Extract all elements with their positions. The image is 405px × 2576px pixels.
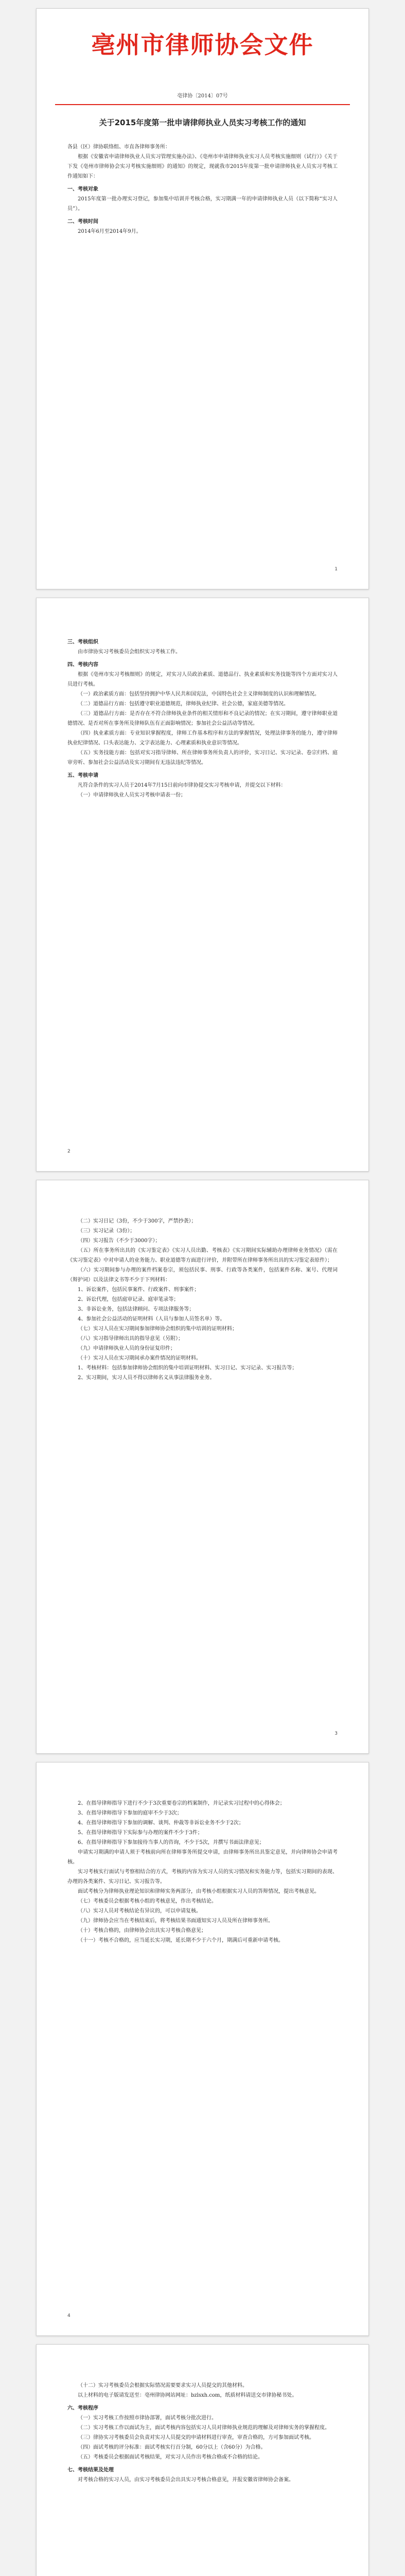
- section-body: 根据《亳州市实习考核细则》的规定，对实习人员政治素质、道德品行、执业素质和实务技能等四个方面对实习人员进行考核。: [67, 672, 338, 687]
- section-body: 凡符合条件的实习人员于2014年7月15日前向市律协提交实习考核申请，并提交以下材料：: [78, 783, 286, 788]
- list-item: 4、在指导律师指导下参加的调解、谈判、仲裁等非诉讼业务不少于2次；: [78, 1820, 244, 1826]
- list-item: 6、在指导律师指导下参加接待当事人的咨询，不少于5次，并撰写书面法律意见；: [78, 1840, 265, 1845]
- list-item: （三）道德品行方面：是否存在不符合律师执业条件的相关情形和不良记录的情况；在实习期间，遵守律师职业道德情况、是否对所在事务所及律师队伍有正面影响情况；参加社会公益活动等情况。: [67, 711, 338, 726]
- page-2: [36, 598, 369, 1172]
- page-3: [36, 1180, 369, 1754]
- list-item: 3、在指导律师指导下参加的庭审不少于3次；: [78, 1810, 182, 1816]
- list-item: 以上材料的电子版请发送至：亳州律协网站网址：bzlsxh.com，纸质材料请送交市律协秘书处。: [78, 2393, 297, 2398]
- list-item: 对考核合格的实习人员，由实习考核委员会出具实习考核合格意见，并报安徽省律师协会备案。: [78, 2477, 294, 2483]
- list-item: （三）实习记录（3份）；: [78, 1228, 135, 1234]
- list-item: 面试考核分为律师执业理论知识和律师实务两部分，由考核小组根据实习人员的答辩情况，提出考核意见。: [78, 1889, 320, 1894]
- section-heading: 七、考核结果及处理: [67, 2467, 114, 2473]
- list-item: 2、在指导律师指导下进行不少于3次重要卷宗的档案制作，并记录实习过程中的心得体会；: [78, 1801, 285, 1806]
- list-item: （十）考核合格的，由律师协会出具实习考核合格意见；: [78, 1928, 206, 1934]
- list-item: （四）实习报告（不少于3000字）；: [78, 1238, 161, 1244]
- page-number: 4: [67, 2313, 71, 2318]
- page-5: [36, 2344, 369, 2576]
- list-item: （十二）实习考核委员会根据实际情况需要要求实习人员提交的其他材料。: [78, 2383, 248, 2388]
- list-item: （一）申请律师执业人员实习考核申请表一份；: [78, 792, 186, 798]
- notice-title: 关于2015年度第一批申请律师执业人员实习考核工作的通知: [99, 118, 306, 127]
- list-item: （五）所在事务所出具的《实习鉴定表》《实习人员出勤、考核表》《实习期间实际辅助办理律师业务情况》（需在《实习鉴定表》中对申请人的业务能力、职业道德等方面进行评价，并附带所在律师事务所出具的实习鉴定表原件）；: [67, 1248, 338, 1263]
- list-item: （二）道德品行方面：包括遵守职业道德规范，律师执业纪律、社会公德，家庭美德等情况。: [78, 701, 289, 707]
- list-item: 2、实习期间，实习人员不得以律师名义从事法律服务业务。: [78, 1375, 215, 1381]
- list-item: （三）律协实习考核委员会负责对实习人员提交的申请材料进行审查，审查合格的，方可参加面试考核。: [78, 2435, 314, 2441]
- section-body: 2015年度第一批办理实习登记，参加集中培训并考核合格，实习期满一年的申请律师执业人员（以下简称“实习人员”）。: [67, 196, 338, 212]
- list-item: （二）实习日记（3份，不少于300字，严禁抄袭）；: [78, 1218, 197, 1224]
- page-number: 3: [334, 1731, 338, 1736]
- list-item: 实习考核实行面试与考察相结合的方式，考核的内容为实习人员的实习情况和实务能力等，包括实习期间的表现、办理的各类案件、实习日记、实习报告等。: [67, 1869, 338, 1885]
- list-item: （四）执业素质方面：专业知识掌握程度，律师工作基本程序和方法的掌握情况，处理法律事务的能力，遵守律师执业纪律情况、口头表达能力、文字表达能力、心理素质和执业意识等情况。: [67, 731, 338, 746]
- section-heading: 六、考核程序: [67, 2405, 98, 2411]
- page-number: 1: [334, 567, 338, 572]
- list-item: 申请实习期满的申请人须于考核前向所在律师事务所提交申请，由律师事务所出具鉴定意见，并向律师协会申请考核。: [67, 1850, 338, 1865]
- section-body: 由市律协实习考核委员会组织实习考核工作。: [78, 649, 181, 655]
- list-item: 4、参加社会公益活动的证明材料（人员与参加人员签名单）等。: [78, 1316, 225, 1322]
- doc-number: 亳律协〔2014〕07号: [177, 93, 228, 99]
- page-1: [36, 8, 369, 589]
- list-item: （四）面试考核的评分标准：面试考核实行百分制，60分以上（含60分）为合格。: [78, 2445, 266, 2450]
- list-item: （十）实习人员在实习期间承办案件情况的证明材料。: [78, 1355, 201, 1361]
- section-heading: 二、考核时间: [67, 219, 98, 225]
- intro-paragraph: 根据《安徽省申请律师执业人员实习管理实施办法》、《亳州市申请律师执业实习人员考核实施细则（试行）》《关于下发《亳州市律师协会实习考核实施细则》的通知》的规定，现就我市2015年度第一批申请律师执业人员实习考核工作通知如下：: [67, 154, 338, 179]
- list-item: （五）考核委员会根据面试考核结果，对实习人员作出考核合格或不合格的结论。: [78, 2454, 263, 2460]
- list-item: （九）申请律师执业人员的身份证复印件；: [78, 1346, 175, 1351]
- red-rule-divider: [55, 104, 350, 105]
- list-item: （五）实务技能方面：包括对实习指导律师、所在律师事务所负责人的评价，实习日记、实习记录、卷宗归档、庭审旁听、参加社会公益活动及实习期间有无违法违纪等情况。: [67, 750, 338, 766]
- list-item: （七）实习人员在实习期间参加律师协会组织的集中培训的证明材料；: [78, 1326, 237, 1332]
- section-heading: 四、考核内容: [67, 662, 98, 668]
- address-line: 各县（区）律协联络组、市直各律师事务所：: [67, 144, 170, 150]
- page-number: 2: [67, 1149, 71, 1154]
- page-4: [36, 1762, 369, 2336]
- list-item: 1、考核材料：包括参加律师协会组织的集中培训证明材料、实习日记、实习记录、实习报告等；: [78, 1365, 297, 1371]
- list-item: 2、诉讼代理，包括庭审记录、庭审笔录等；: [78, 1297, 179, 1302]
- list-item: （七）考核委员会根据考核小组的考核意见，作出考核结论。: [78, 1899, 217, 1904]
- list-item: （八）实习人员对考核结论有异议的，可以申请复核。: [78, 1908, 201, 1914]
- list-item: （一）实习考核工作按照市律协部署，面试考核分批次进行。: [78, 2415, 217, 2421]
- section-body: 2014年6月至2014年9月。: [78, 229, 142, 234]
- org-title: 亳州市律师协会文件: [91, 31, 314, 59]
- list-item: 1、诉讼案件，包括民事案件、行政案件、刑事案件；: [78, 1287, 200, 1293]
- list-item: （六）实习期间参与办理的案件档案卷宗，须包括民事、刑事、行政等各类案件，包括案件名称、案号、代理词（辩护词）以及法律文书等不少于下列材料：: [67, 1267, 338, 1283]
- section-heading: 三、考核组织: [67, 639, 98, 645]
- section-heading: 一、考核对象: [67, 187, 98, 192]
- document-header: [37, 9, 368, 105]
- list-item: （一）政治素质方面：包括坚持拥护中华人民共和国宪法，中国特色社会主义律师制度的认识和理解情况。: [78, 691, 320, 697]
- list-item: 3、非诉讼业务，包括法律顾问、专项法律服务等；: [78, 1307, 195, 1312]
- list-item: （二）实习考核工作以面试为主，面试考核内容包括实习人员对律师执业规范的理解及对律师实务的掌握程度。: [78, 2425, 330, 2431]
- list-item: （十一）考核不合格的，应当延长实习期，延长期不少于六个月，期满后可重新申请考核。: [78, 1938, 284, 1943]
- list-item: （八）实习指导律师出具的指导意见（另附）；: [78, 1336, 183, 1342]
- list-item: （九）律师协会应当在考核结束后，将考核结果书面通知实习人员及所在律师事务所。: [78, 1918, 273, 1924]
- list-item: 5、在指导律师指导下实际参与办理的案件不少于3件；: [78, 1830, 203, 1836]
- section-heading: 五、考核申请: [67, 773, 98, 778]
